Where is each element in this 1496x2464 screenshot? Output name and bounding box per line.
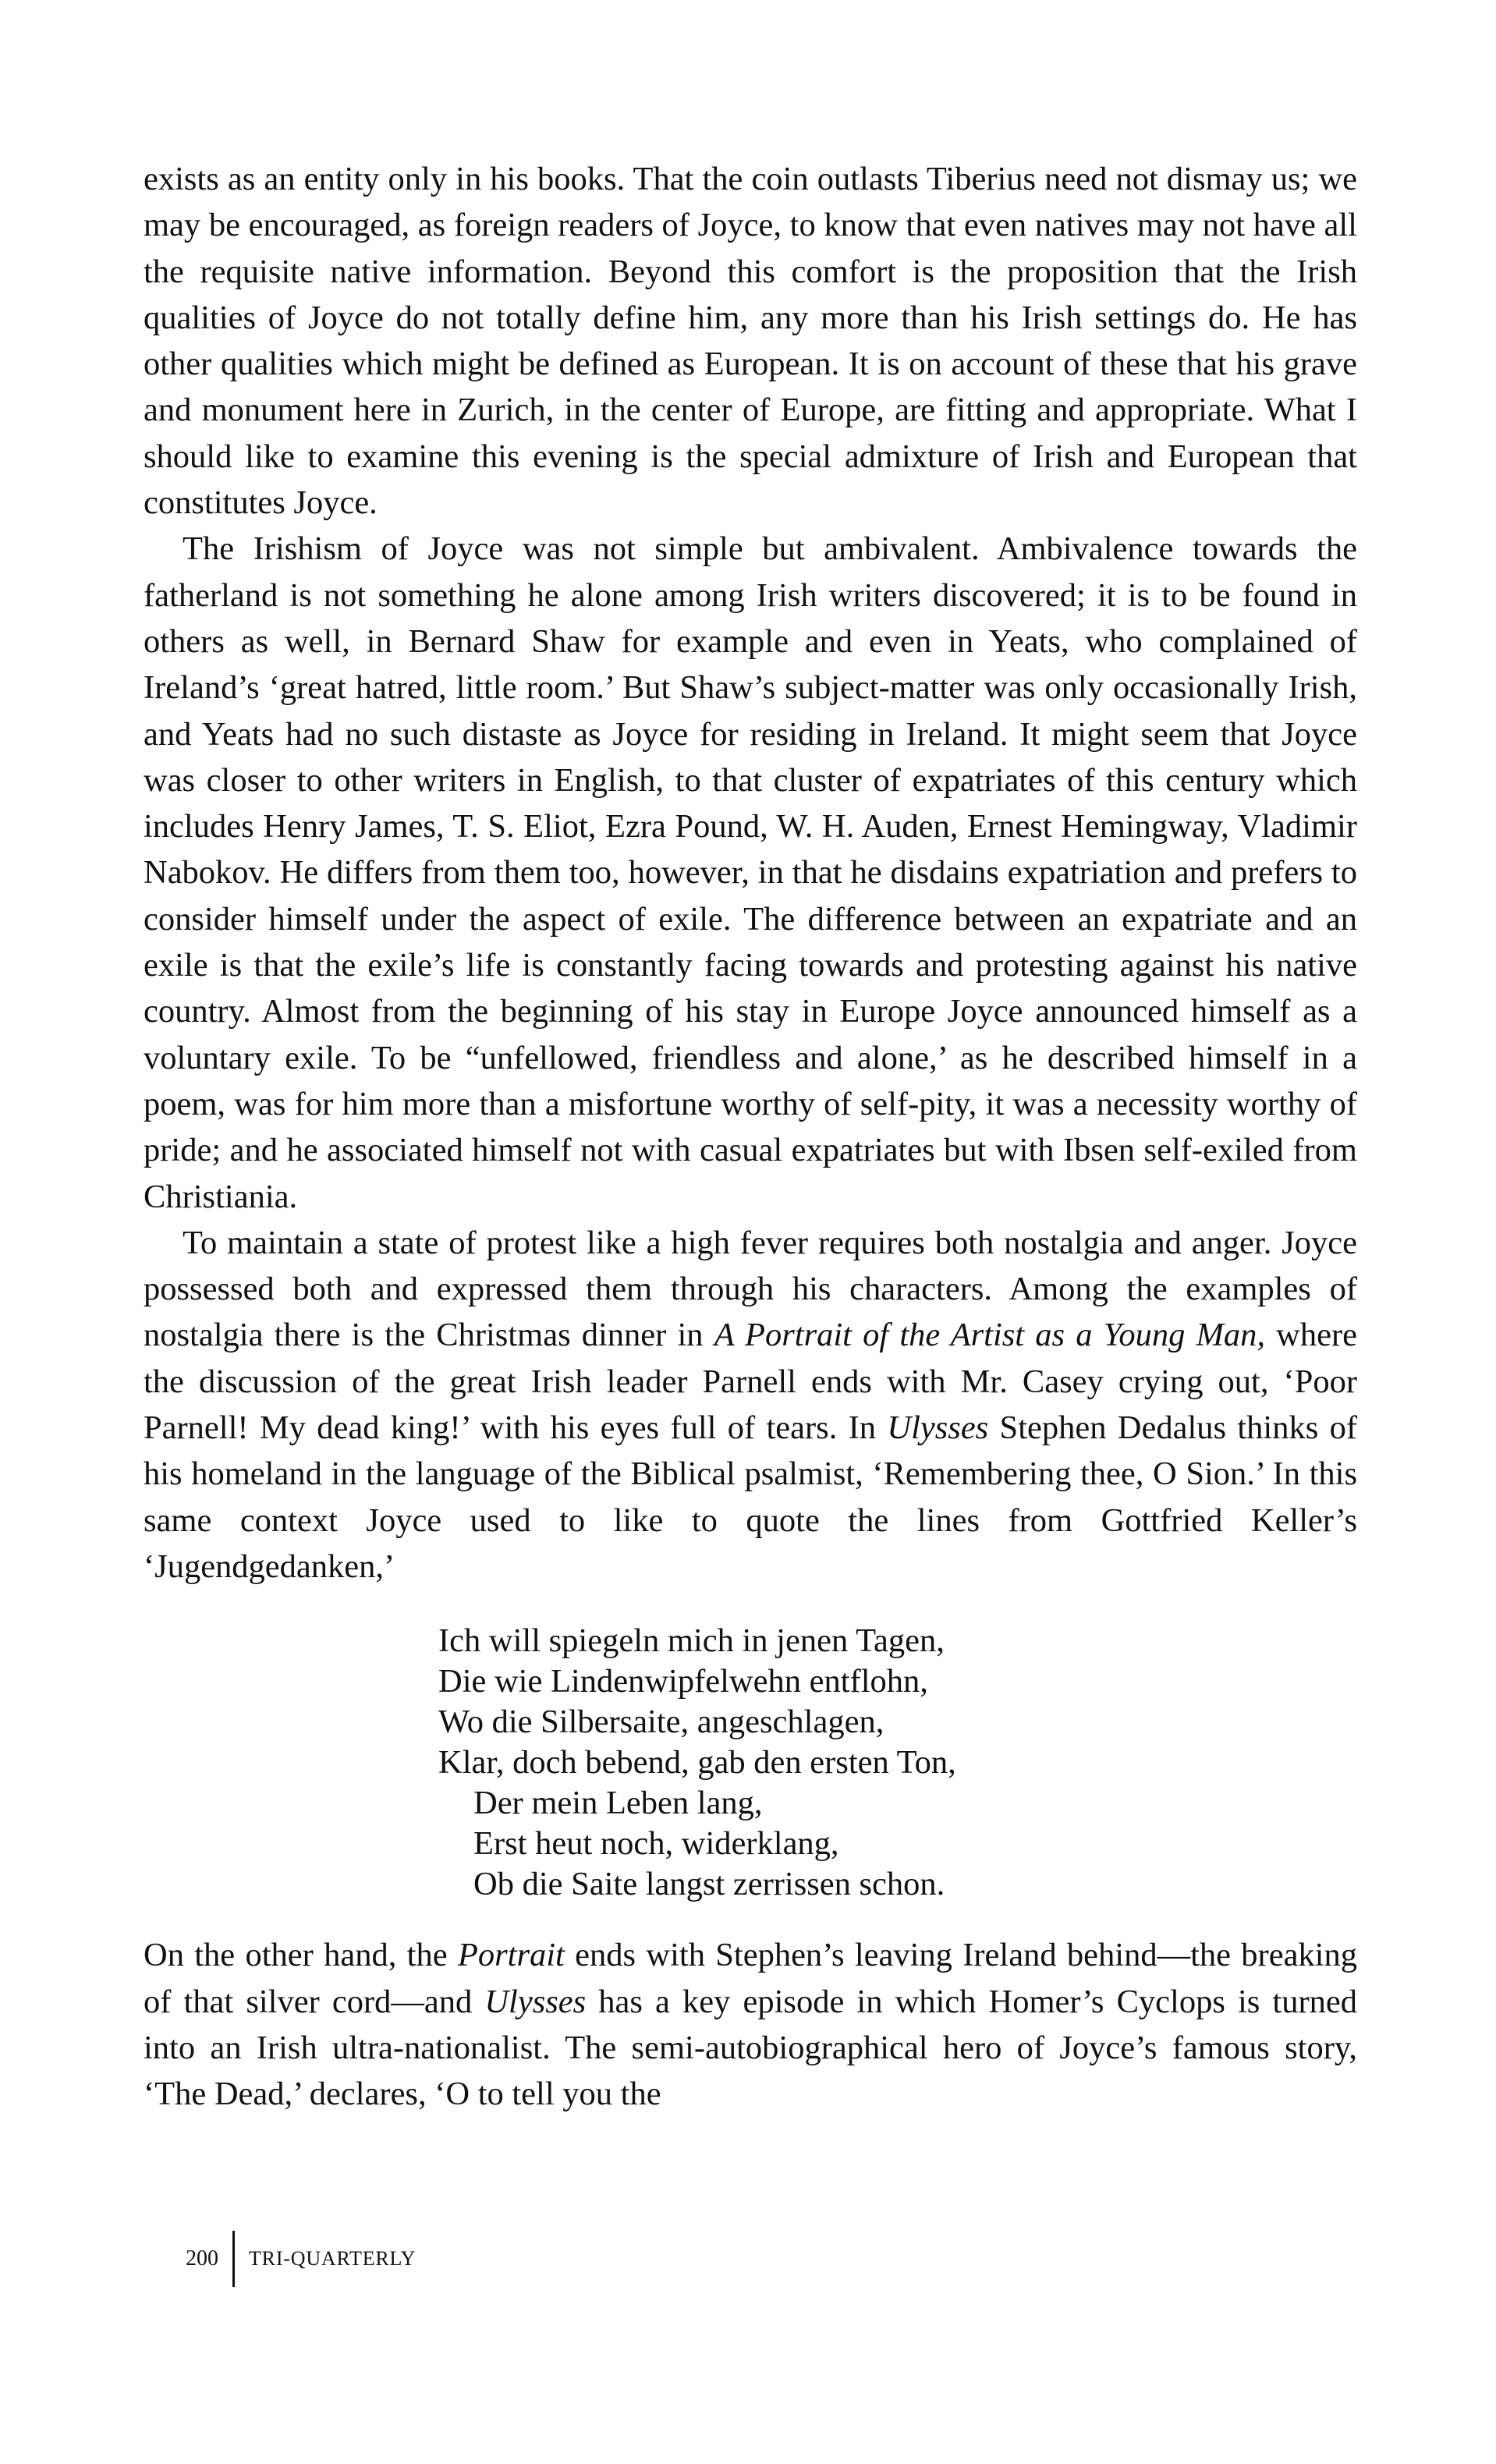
paragraph-3-text-b: where the discussion of the great Irish leader Parnell ends with Mr. Casey crying out, ‘Poor Parnell! My dead king!’ with his eyes full of tears. In [144, 1317, 1357, 1447]
title-portrait-of-the-artist: A Portrait of the Artist as a Young Man, [714, 1317, 1266, 1354]
paragraph-4-text-c: has a key episode in which Homer’s Cyclops is turned into an Irish ultra-nationalist. The semi-autobiographical hero of Joyce’s famous story, ‘The Dead,’ declares, ‘O to tell you the [144, 1983, 1358, 2113]
title-ulysses: Ulysses [887, 1409, 989, 1447]
poem-line: Der mein Leben lang, [473, 1785, 763, 1822]
poem-quotation [438, 1621, 1357, 1905]
paragraph-3-text-c: Stephen Dedalus thinks of his homeland in the language of the Biblical psalmist, ‘Remembering thee, O Sion.’ In this same context Joyce used to like to quote the lines from Gottfried Keller’s ‘Jugendgedanken,’ [144, 1409, 1358, 1585]
poem-line: Wo die Silbersaite, angeschlagen, [438, 1704, 884, 1741]
article-body [144, 156, 1357, 2117]
paragraph-1: exists as an entity only in his books. That the coin outlasts Tiberius need not dismay us; we may be encouraged, as foreign readers of Joyce, to know that even natives may not have all the requisite native information. Beyond this comfort is the proposition that the Irish qualities of Joyce do not totally define him, any more than his Irish settings do. He has other qualities which might be defined as European. It is on account of these that his grave and monument here in Zurich, in the center of Europe, are fitting and appropriate. What I should like to examine this evening is the special admixture of Irish and European that constitutes Joyce. [144, 161, 1357, 522]
footer-divider [232, 2231, 235, 2287]
title-ulysses: Ulysses [484, 1983, 587, 2020]
paragraph-4 [144, 1932, 1357, 2117]
poem-line: Erst heut noch, widerklang, [473, 1825, 839, 1863]
paragraph-3-text-a: To maintain a state of protest like a high fever requires both nostalgia and anger. Joyce possessed both and expressed them through his characters. Among the examples of nostalgia there is the Christmas dinner in [144, 1224, 1357, 1354]
paragraph-4-text-a: On the other hand, the [144, 1937, 458, 1974]
page-footer [186, 2231, 416, 2287]
journal-name: TRI-QUARTERLY [249, 2247, 417, 2270]
paragraph-4-text-b: ends with Stephen’s leaving Ireland behind—the breaking of that silver cord—and [144, 1937, 1357, 2020]
poem-line: Ich will spiegeln mich in jenen Tagen, [438, 1622, 945, 1660]
poem-line: Klar, doch bebend, gab den ersten Ton, [438, 1744, 956, 1782]
poem-line: Ob die Saite langst zerrissen schon. [473, 1866, 945, 1903]
paragraph-2: The Irishism of Joyce was not simple but ambivalent. Ambivalence towards the fatherland is not something he alone among Irish writers discovered; it is to be found in others as well, in Bernard Shaw for example and even in Yeats, who complained of Ireland’s ‘great hatred, little room.’ But Shaw’s subject-matter was only occasionally Irish, and Yeats had no such distaste as Joyce for residing in Ireland. It might seem that Joyce was closer to other writers in English, to that cluster of expatriates of this century which includes Henry James, T. S. Eliot, Ezra Pound, W. H. Auden, Ernest Hemingway, Vladimir Nabokov. He differs from them too, however, in that he disdains expatriation and prefers to consider himself under the aspect of exile. The difference between an expatriate and an exile is that the exile’s life is constantly facing towards and protesting against his native country. Almost from the beginning of his stay in Europe Joyce announced himself as a voluntary exile. To be “unfellowed, friendless and alone,’ as he described himself in a poem, was for him more than a misfortune worthy of self-pity, it was a necessity worthy of pride; and he associated himself not with casual expatriates but with Ibsen self-exiled from Christiania. [144, 530, 1357, 1215]
page-number: 200 [186, 2246, 218, 2271]
poem-line: Die wie Lindenwipfelwehn entflohn, [438, 1663, 928, 1700]
title-portrait: Portrait [457, 1937, 565, 1974]
paragraph-3 [144, 1220, 1357, 1590]
